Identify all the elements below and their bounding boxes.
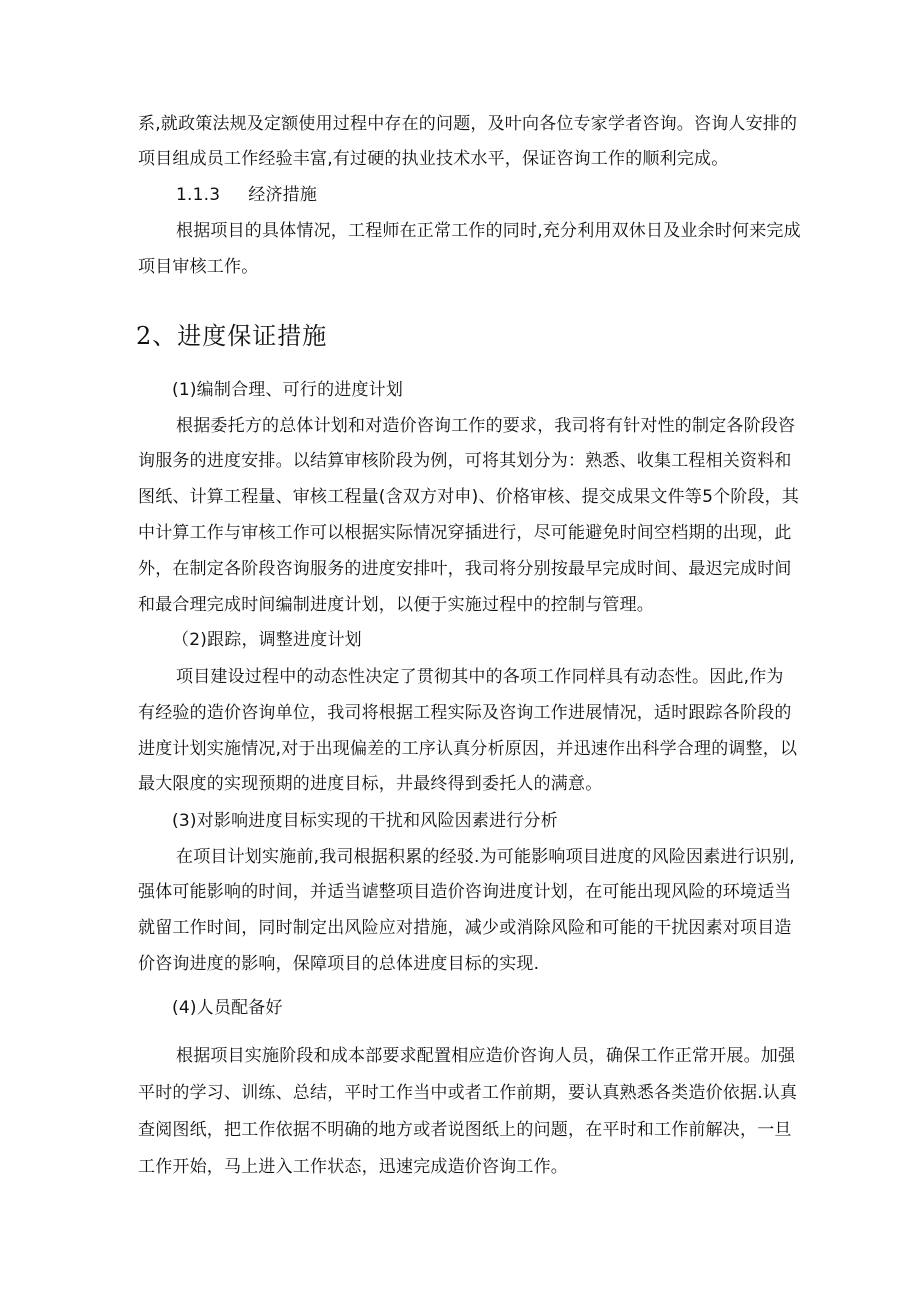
paragraph-line: 就留工作时间，同时制定出风险应对措施，减少或消除风险和可能的干扰因素对项目造: [138, 918, 792, 938]
paragraph-line: 根据项目实施阶段和成本部要求配置相应造价咨询人员，确保工作正常开展。加强: [176, 1046, 796, 1066]
item-title: (3)对影响进度目标实现的干扰和风险因素进行分析: [172, 811, 558, 831]
item-title: (4)人员配备好: [172, 998, 283, 1018]
paragraph-line: 查阅图纸，把工作依据不明确的地方或者说图纸上的问题，在平时和工作前解决，一旦: [138, 1120, 792, 1140]
paragraph-line: 在项目计划实施前,我司根据积累的经驳.为可能影响项目进度的风险因素进行识别,: [176, 847, 795, 867]
paragraph-line: 根据委托方的总体计划和对造价咨询工作的要求，我司将有针对性的制定各阶段咨: [176, 416, 796, 436]
paragraph-line: 平时的学习、训练、总结，平时工作当中或者工作前期，要认真熟悉各类造价依据.认真: [138, 1083, 798, 1103]
paragraph-line: 中计算工作与审核工作可以根据实际情况穿插进行，尽可能避免时间空档期的出现，此: [138, 523, 792, 543]
paragraph-line: 价咨询进度的影响，保障项目的总体进度目标的实现.: [138, 954, 540, 974]
paragraph-line: 根据项目的具体情况，工程师在正常工作的同时,充分利用双休日及业余时何来完成: [176, 221, 801, 241]
item-title: （2)跟踪，调整进度计划: [172, 630, 362, 650]
paragraph-line: 工作开始，马上进入工作状态，迅速完成造价咨询工作。: [138, 1157, 568, 1177]
paragraph-line: 项目审核工作。: [138, 257, 259, 277]
paragraph-line: 系,就政策法规及定额使用过程中存在的问题，及叶向各位专家学者咨询。咨询人安排的: [138, 114, 798, 134]
paragraph-line: 进度计划实施情况,对于出现偏差的工序认真分析原因，并迅速作出科学合理的调整，以: [138, 739, 798, 759]
paragraph-line: 图纸、计算工程量、审核工程量(含双方对申)、价格审核、提交成果文件等5个阶段，其: [138, 487, 800, 507]
paragraph-line: 强体可能影响的时间，并适当谑整项目造价咨询进度计划，在可能出现风险的环境适当: [138, 882, 792, 902]
paragraph-line: 项目组成员工作经验丰富,有过硬的执业技术水平，保证咨询工作的顺利完成。: [138, 149, 729, 169]
section-heading: 2、进度保证措施: [136, 322, 328, 350]
item-title: (1)编制合理、可行的进度计划: [172, 380, 404, 400]
paragraph-line: 项目建设过程中的动态性决定了贯彻其中的各项工作同样具有动态性。因此,作为: [176, 667, 784, 687]
paragraph-line: 有经验的造价咨询单位，我司将根据工程实际及咨询工作进展情况，适时跟踪各阶段的: [138, 703, 792, 723]
paragraph-line: 询服务的进度安排。以结算审核阶段为例，可将其划分为：熟悉、收集工程相关资料和: [138, 451, 792, 471]
subsection-title: 经济措施: [248, 185, 318, 205]
paragraph-line: 最大限度的实现预期的进度目标，井最终得到委托人的满意。: [138, 774, 603, 794]
paragraph-line: 和最合理完成时间编制进度计划，以便于实施过程中的控制与管理。: [138, 595, 654, 615]
subsection-number: 1.1.3: [176, 185, 221, 205]
paragraph-line: 外，在制定各阶段咨询服务的进度安排叶，我司将分别按最早完成时间、最迟完成时间: [138, 559, 792, 579]
subsection-heading: [176, 183, 317, 207]
